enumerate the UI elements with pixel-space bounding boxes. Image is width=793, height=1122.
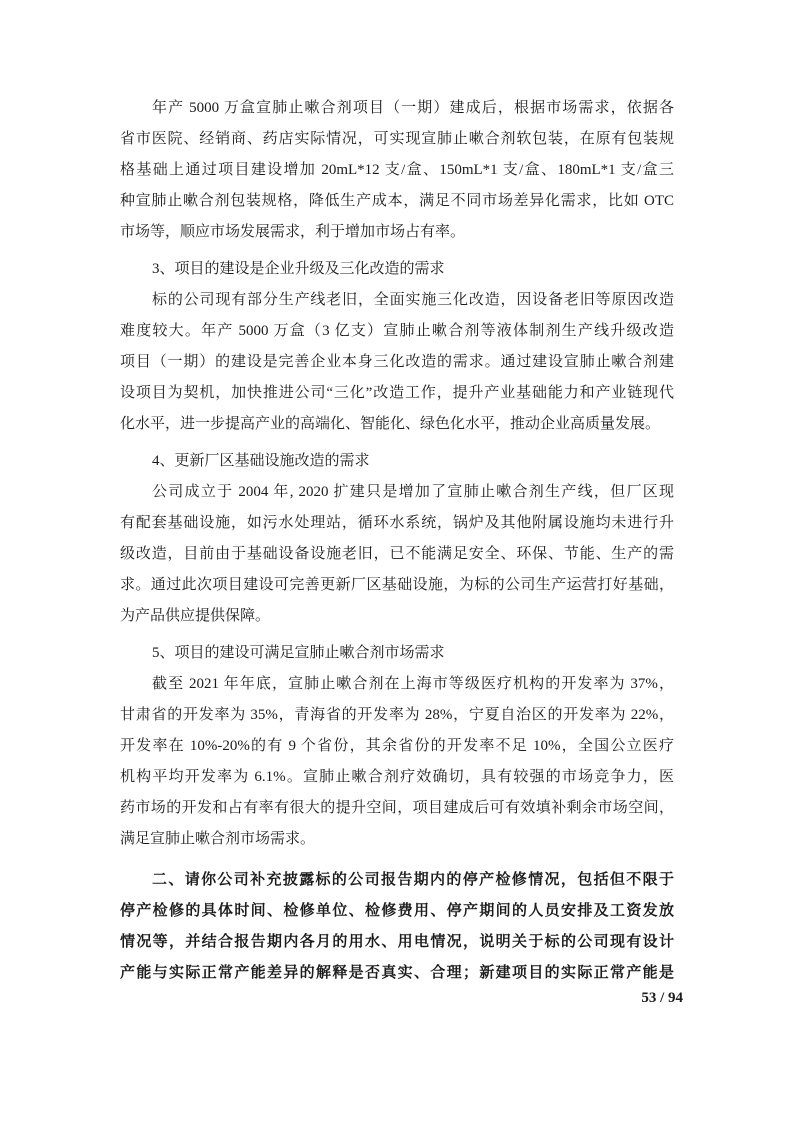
text-line: 种宣肺止嗽合剂包装规格，降低生产成本，满足不同市场差异化需求，比如 OTC <box>120 193 674 209</box>
text-line: 情况等，并结合报告期内各月的用水、用电情况，说明关于标的公司现有设计 <box>120 934 674 950</box>
text-line: 格基础上通过项目建设增加 20mL*12 支/盒、150mL*1 支/盒、180mL*1 支/盒三 <box>120 162 674 178</box>
text-line: 有配套基础设施，如污水处理站，循环水系统，锅炉及其他附属设施均未进行升 <box>120 515 674 531</box>
text-line: 标的公司现有部分生产线老旧，全面实施三化改造，因设备老旧等原因改造 <box>152 292 674 308</box>
paragraph-inquiry-question-2 <box>120 865 674 989</box>
paragraph-market-demand <box>120 669 674 855</box>
text-line: 机构平均开发率为 6.1%。宣肺止嗽合剂疗效确切，具有较强的市场竞争力，医 <box>120 769 674 785</box>
text-line: 停产检修的具体时间、检修单位、检修费用、停产期间的人员安排及工资发放 <box>120 903 674 919</box>
heading-section-5 <box>120 638 674 669</box>
page-number: 53 / 94 <box>641 990 683 1006</box>
text-line: 省市医院、经销商、药店实际情况，可实现宣肺止嗽合剂软包装，在原有包装规 <box>120 131 674 147</box>
text-line: 求。通过此次项目建设可完善更新厂区基础设施，为标的公司生产运营打好基础， <box>120 577 674 593</box>
text-line: 二、请你公司补充披露标的公司报告期内的停产检修情况，包括但不限于 <box>152 872 674 888</box>
heading-line: 4、更新厂区基础设施改造的需求 <box>152 453 370 469</box>
text-line: 年产 5000 万盒宣肺止嗽合剂项目（一期）建成后，根据市场需求，依据各 <box>152 100 674 116</box>
paragraph-packaging-expansion <box>120 93 674 248</box>
heading-line: 3、项目的建设是企业升级及三化改造的需求 <box>152 261 445 277</box>
text-line: 甘肃省的开发率为 35%，青海省的开发率为 28%，宁夏自治区的开发率为 22%， <box>120 707 674 723</box>
text-line: 截至 2021 年年底，宣肺止嗽合剂在上海市等级医疗机构的开发率为 37%， <box>152 676 674 692</box>
text-line: 设项目为契机，加快推进公司“三化”改造工作，提升产业基础能力和产业链现代 <box>120 385 674 401</box>
text-line: 满足宣肺止嗽合剂市场需求。 <box>120 831 316 847</box>
text-line: 化水平，进一步提高产业的高端化、智能化、绿色化水平，推动企业高质量发展。 <box>120 416 661 432</box>
text-line: 难度较大。年产 5000 万盒（3 亿支）宣肺止嗽合剂等液体制剂生产线升级改造 <box>120 323 674 339</box>
heading-section-3 <box>120 254 674 285</box>
text-line: 公司成立于 2004 年, 2020 扩建只是增加了宣肺止嗽合剂生产线，但厂区现 <box>152 484 674 500</box>
text-line: 为产品供应提供保障。 <box>120 608 271 624</box>
text-line: 项目（一期）的建设是完善企业本身三化改造的需求。通过建设宣肺止嗽合剂建 <box>120 354 674 370</box>
text-line: 产能与实际正常产能差异的解释是否真实、合理；新建项目的实际正常产能是 <box>120 965 674 981</box>
paragraph-upgrade-renovation <box>120 285 674 440</box>
heading-line: 5、项目的建设可满足宣肺止嗽合剂市场需求 <box>152 645 445 661</box>
text-line: 开发率在 10%-20%的有 9 个省份，其余省份的开发率不足 10%，全国公立医疗 <box>120 738 674 754</box>
heading-section-4 <box>120 446 674 477</box>
paragraph-infrastructure <box>120 477 674 632</box>
text-line: 药市场的开发和占有率有很大的提升空间，项目建成后可有效填补剩余市场空间， <box>120 800 674 816</box>
text-line: 市场等，顺应市场发展需求，利于增加市场占有率。 <box>120 224 466 240</box>
document-body <box>120 93 674 989</box>
text-line: 级改造，目前由于基础设备设施老旧，已不能满足安全、环保、节能、生产的需 <box>120 546 674 562</box>
